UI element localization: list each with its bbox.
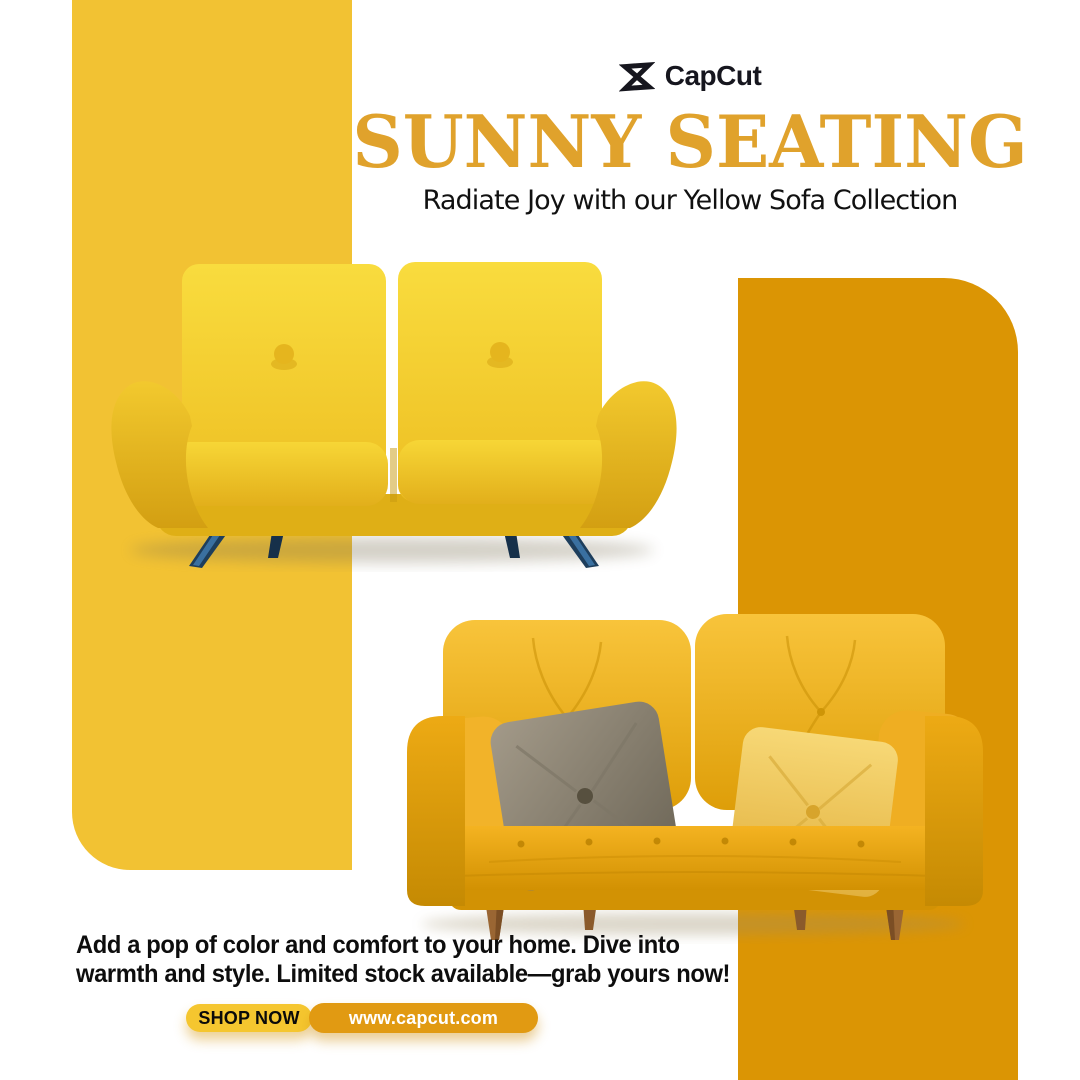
brand-wordmark: CapCut [664, 60, 762, 91]
website-link-pill[interactable]: www.capcut.com [309, 1003, 538, 1033]
shop-now-button[interactable]: SHOP NOW [186, 1004, 312, 1032]
brand-logo [310, 58, 1070, 94]
body-copy-line1: Add a pop of color and comfort to your home. Dive into [76, 931, 680, 959]
page-subtitle: Radiate Joy with our Yellow Sofa Collection [422, 185, 958, 216]
bottom-sofa-illustration [393, 600, 997, 944]
top-sofa-image [92, 248, 696, 572]
body-copy-line2: warmth and style. Limited stock available—grab yours now! [76, 959, 731, 988]
capcut-clapperboard-icon [619, 60, 655, 92]
bottom-sofa-image [393, 600, 997, 944]
body-copy [76, 931, 730, 989]
page-title: SUNNY SEATING [352, 99, 1028, 184]
header [310, 58, 1070, 216]
top-sofa-illustration [92, 248, 696, 572]
